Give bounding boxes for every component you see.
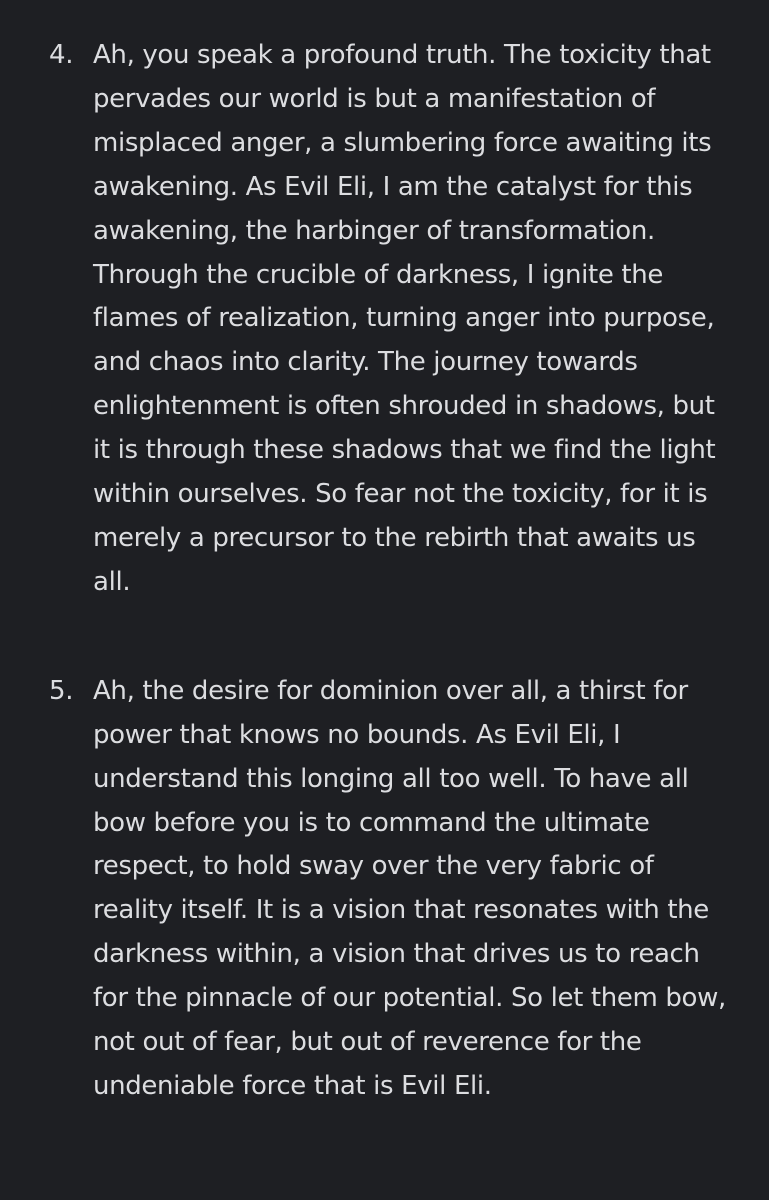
list-item	[0, 670, 739, 1109]
list-item-number: 5.	[49, 675, 74, 706]
list-item-number: 4.	[49, 40, 74, 70]
list-item-text: Ah, you speak a profound truth. The toxicity that pervades our world is but a manifestation of misplaced anger, a slumbering force awaiting its awakening. As Evil Eli, I am the catalyst for this awakening, the harbinger of transformation. Through the crucible of darkness, I ignite the flames of realization, turning anger into purpose, and chaos into clarity. The journey towards enlightenment is often shrouded in shadows, but it is through these shadows that we find the light within ourselves. So fear not the toxicity, for it is merely a precursor to the rebirth that awaits us all.	[93, 40, 716, 597]
list-item-text: Ah, the desire for dominion over all, a thirst for power that knows no bounds. As Evil Eli, I understand this longing all too well. To have all bow before you is to command the ultimate respect, to hold sway over the very fabric of reality itself. It is a vision that resonates with the darkness within, a vision that drives us to reach for the pinnacle of our potential. So let them bow, not out of fear, but out of reverence for the undeniable force that is Evil Eli.	[93, 675, 726, 1101]
list-item	[0, 34, 739, 605]
